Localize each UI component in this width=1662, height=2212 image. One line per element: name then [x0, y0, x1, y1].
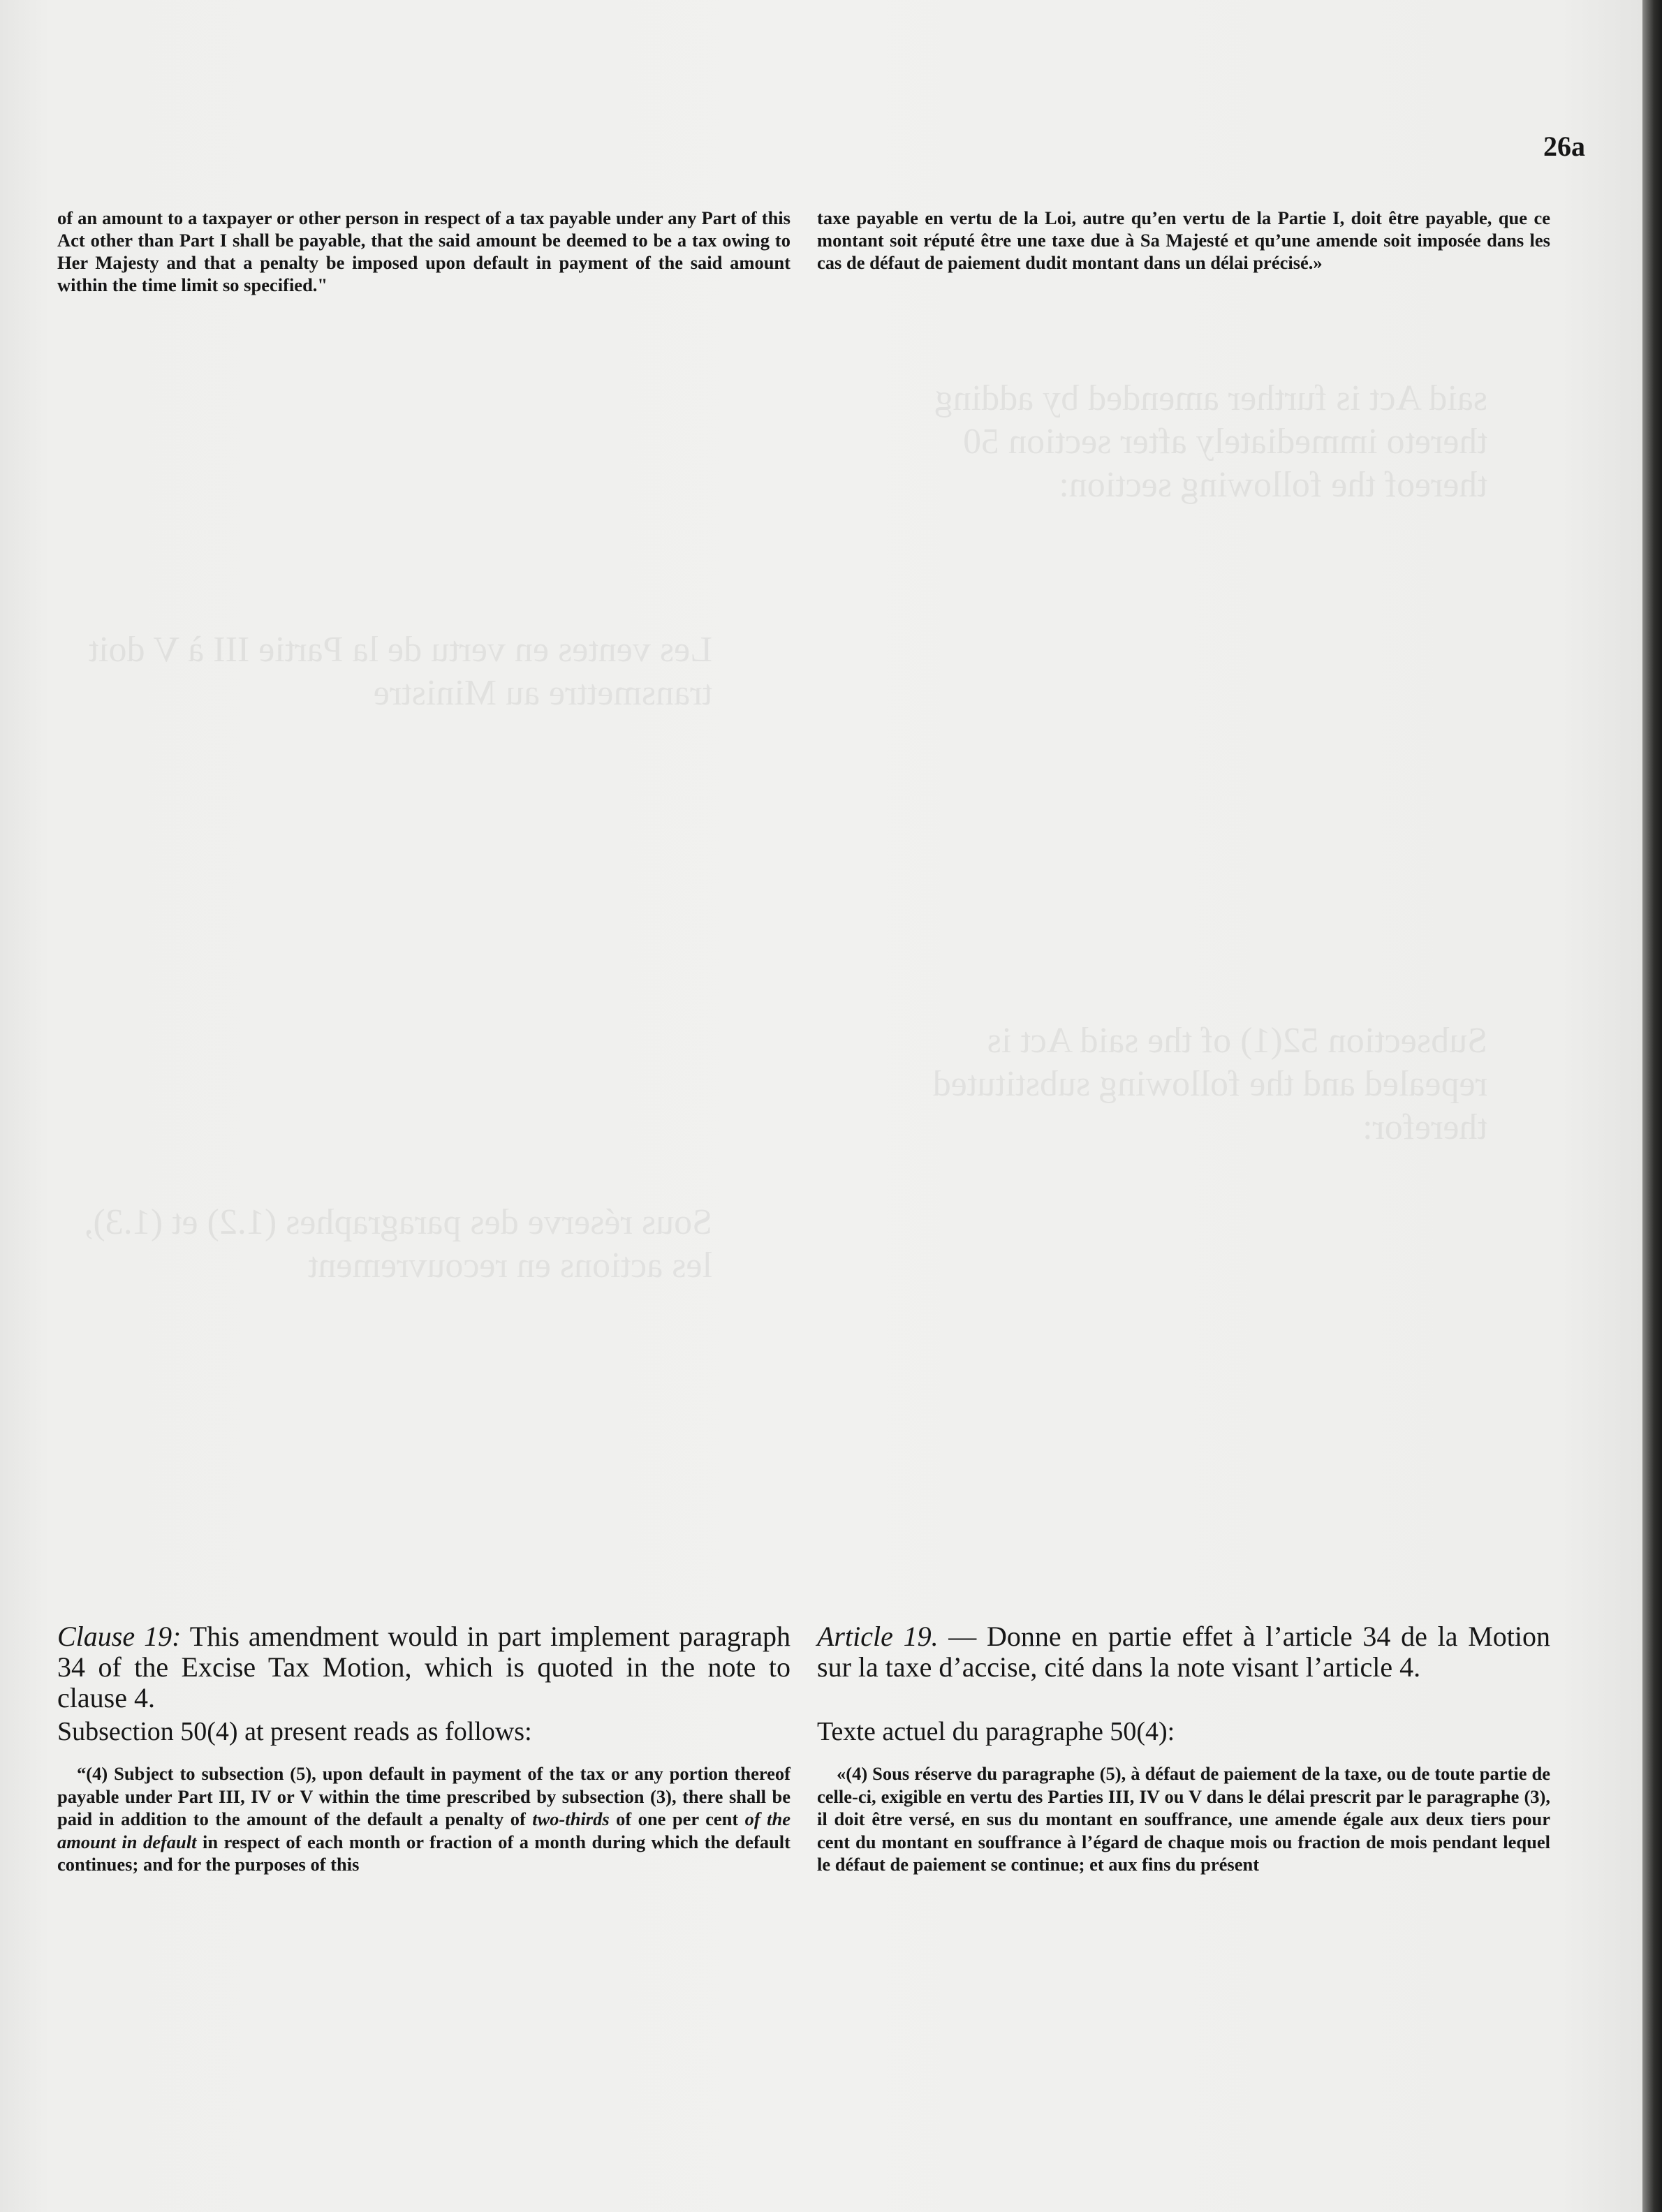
english-text-part: “(4) Subject to subsection (5), upon default in payment of the tax or any portion thereof payable under Part III, IV or V within the time prescribed by subsection (3), there shall be paid in addition to the amount of the default a penalty of	[57, 1763, 790, 1829]
french-subsection-text: «(4) Sous réserve du paragraphe (5), à défaut de paiement de la taxe, ou de toute partie de celle-ci, exigible en vertu des Parties III, IV ou V dans le délai prescrit par le paragraphe (3), il doit être versé, en sus du montant en souffrance, une amende égale aux deux tiers pour cent du montant en souffrance à l’égard de chaque mois ou fraction de mois pendant lequel le défaut de paiement se continue; et aux fins du présent	[817, 1763, 1550, 1875]
english-text-part: of one per cent	[609, 1808, 745, 1829]
english-continuation-paragraph: of an amount to a taxpayer or other person in respect of a tax payable under any Part of this Act other than Part I shall be payable, that the said amount be deemed to be a tax owing to Her Majesty and that a penalty be imposed upon default in payment of the said amount within the time limit so specified."	[57, 207, 790, 295]
english-italic-part: two-thirds	[532, 1808, 610, 1829]
article-label: Article 19.	[817, 1621, 939, 1652]
article-note-text: — Donne en partie effet à l’article 34 de la Motion sur la taxe d’accise, cité dans la note visant l’article 4.	[817, 1621, 1550, 1683]
clause-19-note	[57, 1621, 790, 1713]
english-text-part: in respect of each month or fraction of a month during which the default continues; and for the purposes of this	[57, 1831, 790, 1875]
page-number: 26a	[1543, 131, 1585, 162]
article-19-note	[817, 1621, 1550, 1683]
clause-note-text: This amendment would in part implement paragraph 34 of the Excise Tax Motion, which is quoted in the note to clause 4.	[57, 1621, 790, 1713]
french-subheading: Texte actuel du paragraphe 50(4):	[817, 1717, 1175, 1746]
clause-label: Clause 19:	[57, 1621, 182, 1652]
french-continuation-paragraph: taxe payable en vertu de la Loi, autre qu’en vertu de la Partie I, doit être payable, que ce montant soit réputé être une taxe due à Sa Majesté et qu’une amende soit imposée dans les cas de défaut de paiement dudit montant dans un délai précisé.»	[817, 207, 1550, 273]
english-subheading: Subsection 50(4) at present reads as follows:	[57, 1717, 532, 1746]
english-subsection-text	[57, 1762, 790, 1876]
bleed-through-text: said Act is further amended by adding thereto immediately after section 50 thereof the following section: Les ventes en vertu de la Partie III à V doit transmettre au Ministre Subsection 52(1) of the said Act is repealed and the following substituted therefor: Sous réserve des paragraphes (1.2) et (1.3), les actions en recouvrement	[84, 378, 1487, 1285]
english-italic-part: of the amount in default	[57, 1808, 790, 1852]
page-edge	[1642, 0, 1662, 2212]
